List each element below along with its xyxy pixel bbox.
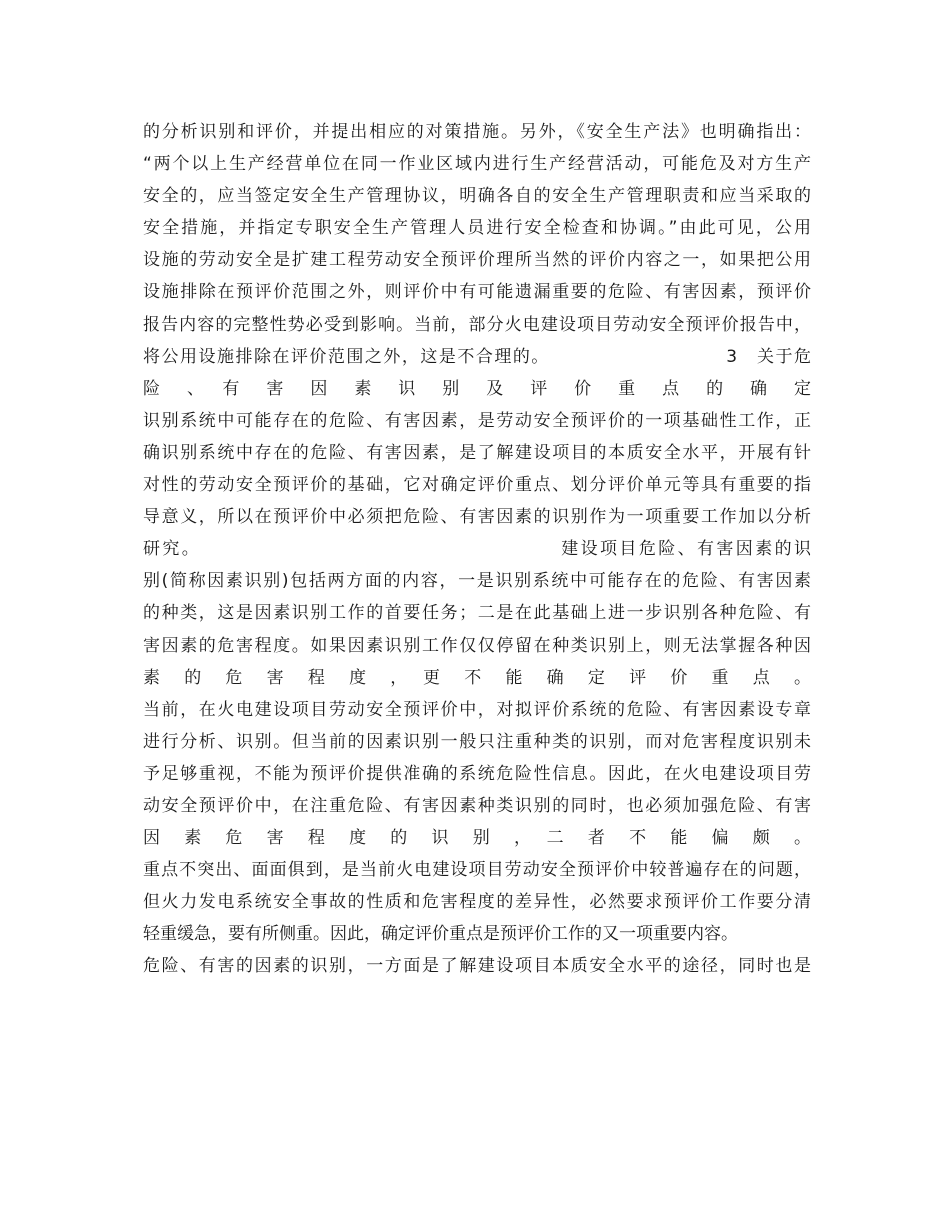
text-line: 研究。 建设项目危险、有害因素的识	[143, 539, 811, 560]
text-line: “两个以上生产经营单位在同一作业区域内进行生产经营活动，可能危及对方生产	[143, 154, 811, 175]
text-line: 进行分析、识别。但当前的因素识别一般只注重种类的识别，而对危害程度识别未	[143, 731, 811, 752]
text-line: 确识别系统中存在的危险、有害因素，是了解建设项目的本质安全水平，开展有针	[143, 442, 811, 463]
text-line: 的种类，这是因素识别工作的首要任务；二是在此基础上进一步识别各种危险、有	[143, 603, 811, 624]
text-line: 但火力发电系统安全事故的性质和危害程度的差异性，必然要求预评价工作要分清	[143, 892, 811, 913]
text-line: 动安全预评价中，在注重危险、有害因素种类识别的同时，也必须加强危险、有害	[143, 795, 811, 816]
text-line: 别(简称因素识别)包括两方面的内容，一是识别系统中可能存在的危险、有害因素	[143, 571, 811, 592]
text-line: 因 素 危 害 程 度 的 识 别 ， 二 者 不 能 偏 颇 。	[143, 828, 811, 849]
text-line: 设施的劳动安全是扩建工程劳动安全预评价理所当然的评价内容之一，如果把公用	[143, 250, 811, 271]
text-line: 导意义，所以在预评价中必须把危险、有害因素的识别作为一项重要工作加以分析	[143, 507, 811, 528]
text-line: 设施排除在预评价范围之外，则评价中有可能遗漏重要的危险、有害因素，预评价	[143, 282, 811, 303]
text-line: 予足够重视，不能为预评价提供准确的系统危险性信息。因此，在火电建设项目劳	[143, 763, 811, 784]
text-line: 轻重缓急，要有所侧重。因此，确定评价重点是预评价工作的又一项重要内容。	[143, 924, 738, 945]
text-line: 安全措施，并指定专职安全生产管理人员进行安全检查和协调。”由此可见，公用	[143, 218, 811, 239]
text-line: 对性的劳动安全预评价的基础，它对确定评价重点、划分评价单元等具有重要的指	[143, 475, 811, 496]
text-line: 危险、有害的因素的识别，一方面是了解建设项目本质安全水平的途径，同时也是	[143, 956, 811, 977]
text-line: 素 的 危 害 程 度 ， 更 不 能 确 定 评 价 重 点 。	[143, 667, 811, 688]
text-line: 报告内容的完整性势必受到影响。当前，部分火电建设项目劳动安全预评价报告中，	[143, 314, 811, 335]
text-line: 将公用设施排除在评价范围之外，这是不合理的。 3 关于危	[143, 346, 811, 367]
text-line: 识别系统中可能存在的危险、有害因素，是劳动安全预评价的一项基础性工作，正	[143, 410, 811, 431]
text-line: 当前，在火电建设项目劳动安全预评价中，对拟评价系统的危险、有害因素设专章	[143, 699, 811, 720]
text-line: 的分析识别和评价，并提出相应的对策措施。另外，《安全生产法》也明确指出：	[143, 122, 811, 142]
body-text	[143, 116, 811, 983]
text-line: 安全的，应当签定安全生产管理协议，明确各自的安全生产管理职责和应当采取的	[143, 186, 811, 207]
text-line: 重点不突出、面面俱到，是当前火电建设项目劳动安全预评价中较普遍存在的问题，	[143, 860, 811, 881]
text-line: 害因素的危害程度。如果因素识别工作仅仅停留在种类识别上，则无法掌握各种因	[143, 635, 811, 656]
section-heading-line: 险 、 有 害 因 素 识 别 及 评 价 重 点 的 确 定	[143, 378, 811, 399]
